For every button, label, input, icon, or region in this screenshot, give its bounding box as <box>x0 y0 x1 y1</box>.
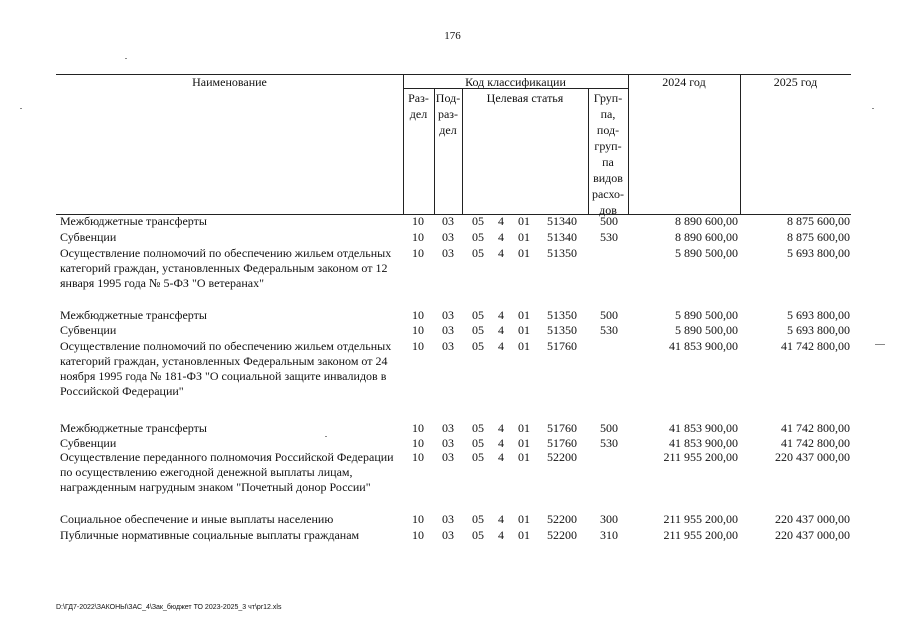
row-podrazdel: 03 <box>442 339 454 353</box>
table-row <box>0 230 905 246</box>
row-t2: 4 <box>498 436 504 450</box>
row-razdel: 10 <box>412 230 424 244</box>
row-t3: 01 <box>518 528 530 542</box>
row-t4: 51760 <box>547 436 577 450</box>
row-podrazdel: 03 <box>442 421 454 435</box>
row-group: 500 <box>600 421 618 435</box>
row-value-2024: 41 853 900,00 <box>669 436 738 450</box>
row-value-2025: 220 437 000,00 <box>775 450 850 464</box>
row-t3: 01 <box>518 421 530 435</box>
row-t1: 05 <box>472 512 484 526</box>
row-t2: 4 <box>498 450 504 464</box>
row-t2: 4 <box>498 421 504 435</box>
table-row <box>0 512 905 528</box>
row-value-2024: 8 890 600,00 <box>675 230 738 244</box>
row-t4: 52200 <box>547 528 577 542</box>
row-group: 500 <box>600 308 618 322</box>
row-value-2024: 211 955 200,00 <box>663 528 738 542</box>
row-t1: 05 <box>472 214 484 228</box>
row-razdel: 10 <box>412 339 424 353</box>
row-razdel: 10 <box>412 528 424 542</box>
row-podrazdel: 03 <box>442 512 454 526</box>
row-name: Социальное обеспечение и иные выплаты населению <box>60 512 334 526</box>
row-value-2025: 8 875 600,00 <box>787 230 850 244</box>
row-t3: 01 <box>518 436 530 450</box>
row-group: 530 <box>600 436 618 450</box>
row-t3: 01 <box>518 450 530 464</box>
table-row <box>0 246 905 306</box>
header-code: Код классификации <box>465 75 566 89</box>
col-divider <box>628 74 629 214</box>
row-value-2025: 41 742 800,00 <box>781 421 850 435</box>
scan-speck <box>20 108 22 109</box>
row-t2: 4 <box>498 214 504 228</box>
row-group: 530 <box>600 230 618 244</box>
row-t3: 01 <box>518 308 530 322</box>
scan-speck <box>125 58 127 59</box>
row-podrazdel: 03 <box>442 436 454 450</box>
table-row <box>0 421 905 437</box>
row-t2: 4 <box>498 246 504 260</box>
row-group: 310 <box>600 528 618 542</box>
row-t1: 05 <box>472 323 484 337</box>
row-razdel: 10 <box>412 421 424 435</box>
row-razdel: 10 <box>412 512 424 526</box>
row-podrazdel: 03 <box>442 323 454 337</box>
row-value-2025: 5 693 800,00 <box>787 246 850 260</box>
table-row <box>0 323 905 339</box>
row-value-2024: 41 853 900,00 <box>669 339 738 353</box>
table-row <box>0 339 905 419</box>
table-row <box>0 214 905 230</box>
row-t3: 01 <box>518 246 530 260</box>
row-t2: 4 <box>498 323 504 337</box>
row-t4: 51350 <box>547 323 577 337</box>
scan-speck <box>875 344 885 345</box>
row-t3: 01 <box>518 214 530 228</box>
footer-path: D:\ГД7-2022\ЗАКОНЫ\ЗАС_4\Зак_бюджет ТО 2023-2025_3 чт\pr12.xls <box>56 604 282 611</box>
row-t4: 51350 <box>547 308 577 322</box>
row-value-2025: 220 437 000,00 <box>775 528 850 542</box>
row-t1: 05 <box>472 528 484 542</box>
row-t2: 4 <box>498 512 504 526</box>
row-podrazdel: 03 <box>442 246 454 260</box>
row-value-2024: 41 853 900,00 <box>669 421 738 435</box>
row-value-2025: 41 742 800,00 <box>781 436 850 450</box>
row-t2: 4 <box>498 528 504 542</box>
scan-speck <box>872 108 874 109</box>
row-value-2025: 8 875 600,00 <box>787 214 850 228</box>
row-t1: 05 <box>472 246 484 260</box>
row-name: Межбюджетные трансферты <box>60 214 207 228</box>
row-t1: 05 <box>472 308 484 322</box>
row-name: Осуществление полномочий по обеспечению жильем отдельных категорий граждан, установленных Федеральным законом от 24 ноября 1995 года № 181-ФЗ "О социальной защите инвалидов в Российской Федерации" <box>60 339 392 398</box>
row-razdel: 10 <box>412 308 424 322</box>
row-t4: 52200 <box>547 450 577 464</box>
row-value-2025: 220 437 000,00 <box>775 512 850 526</box>
row-t1: 05 <box>472 436 484 450</box>
row-t3: 01 <box>518 512 530 526</box>
row-podrazdel: 03 <box>442 450 454 464</box>
row-t2: 4 <box>498 339 504 353</box>
row-razdel: 10 <box>412 323 424 337</box>
row-value-2025: 5 693 800,00 <box>787 308 850 322</box>
row-name: Осуществление полномочий по обеспечению жильем отдельных категорий граждан, установленных Федеральным законом от 12 января 1995 года № 5-ФЗ "О ветеранах" <box>60 246 392 290</box>
scan-speck <box>325 436 327 437</box>
header-group: Груп- па, под- груп- па видов расхо- дов <box>591 91 625 217</box>
col-divider <box>740 74 741 214</box>
row-podrazdel: 03 <box>442 214 454 228</box>
row-t4: 51760 <box>547 339 577 353</box>
row-razdel: 10 <box>412 450 424 464</box>
row-podrazdel: 03 <box>442 528 454 542</box>
row-t4: 52200 <box>547 512 577 526</box>
table-row <box>0 528 905 544</box>
row-value-2024: 8 890 600,00 <box>675 214 738 228</box>
row-podrazdel: 03 <box>442 308 454 322</box>
row-t4: 51340 <box>547 230 577 244</box>
row-value-2024: 211 955 200,00 <box>663 450 738 464</box>
row-t1: 05 <box>472 339 484 353</box>
row-t1: 05 <box>472 450 484 464</box>
row-group: 530 <box>600 323 618 337</box>
row-group: 500 <box>600 214 618 228</box>
row-value-2024: 5 890 500,00 <box>675 323 738 337</box>
row-razdel: 10 <box>412 214 424 228</box>
row-name: Осуществление переданного полномочия Российской Федерации по осуществлению ежегодной денежной выплаты лицам, награжденным нагрудным знаком "Почетный донор России" <box>60 450 394 494</box>
row-name: Межбюджетные трансферты <box>60 308 207 322</box>
row-name: Публичные нормативные социальные выплаты гражданам <box>60 528 360 542</box>
row-group: 300 <box>600 512 618 526</box>
row-t1: 05 <box>472 230 484 244</box>
table-header <box>56 74 851 217</box>
row-name: Субвенции <box>60 436 117 450</box>
row-t3: 01 <box>518 339 530 353</box>
row-t4: 51760 <box>547 421 577 435</box>
col-divider <box>462 88 463 214</box>
table-row <box>0 308 905 324</box>
row-value-2025: 5 693 800,00 <box>787 323 850 337</box>
row-t2: 4 <box>498 308 504 322</box>
header-section: Раз- дел <box>408 91 429 121</box>
header-target: Целевая статья <box>486 91 564 105</box>
row-t2: 4 <box>498 230 504 244</box>
row-value-2024: 5 890 500,00 <box>675 246 738 260</box>
row-name: Межбюджетные трансферты <box>60 421 207 435</box>
row-t1: 05 <box>472 421 484 435</box>
row-value-2025: 41 742 800,00 <box>781 339 850 353</box>
row-name: Субвенции <box>60 323 117 337</box>
row-name: Субвенции <box>60 230 117 244</box>
row-t4: 51350 <box>547 246 577 260</box>
header-name: Наименование <box>192 75 267 89</box>
row-razdel: 10 <box>412 246 424 260</box>
header-2024: 2024 год <box>662 75 706 89</box>
row-podrazdel: 03 <box>442 230 454 244</box>
header-2025: 2025 год <box>773 75 818 89</box>
table-row <box>0 436 905 450</box>
row-t4: 51340 <box>547 214 577 228</box>
page-number: 176 <box>444 30 461 42</box>
row-razdel: 10 <box>412 436 424 450</box>
header-subsection: Под- раз- дел <box>435 91 461 137</box>
row-t3: 01 <box>518 230 530 244</box>
row-t3: 01 <box>518 323 530 337</box>
row-value-2024: 211 955 200,00 <box>663 512 738 526</box>
table-row <box>0 450 905 510</box>
row-value-2024: 5 890 500,00 <box>675 308 738 322</box>
